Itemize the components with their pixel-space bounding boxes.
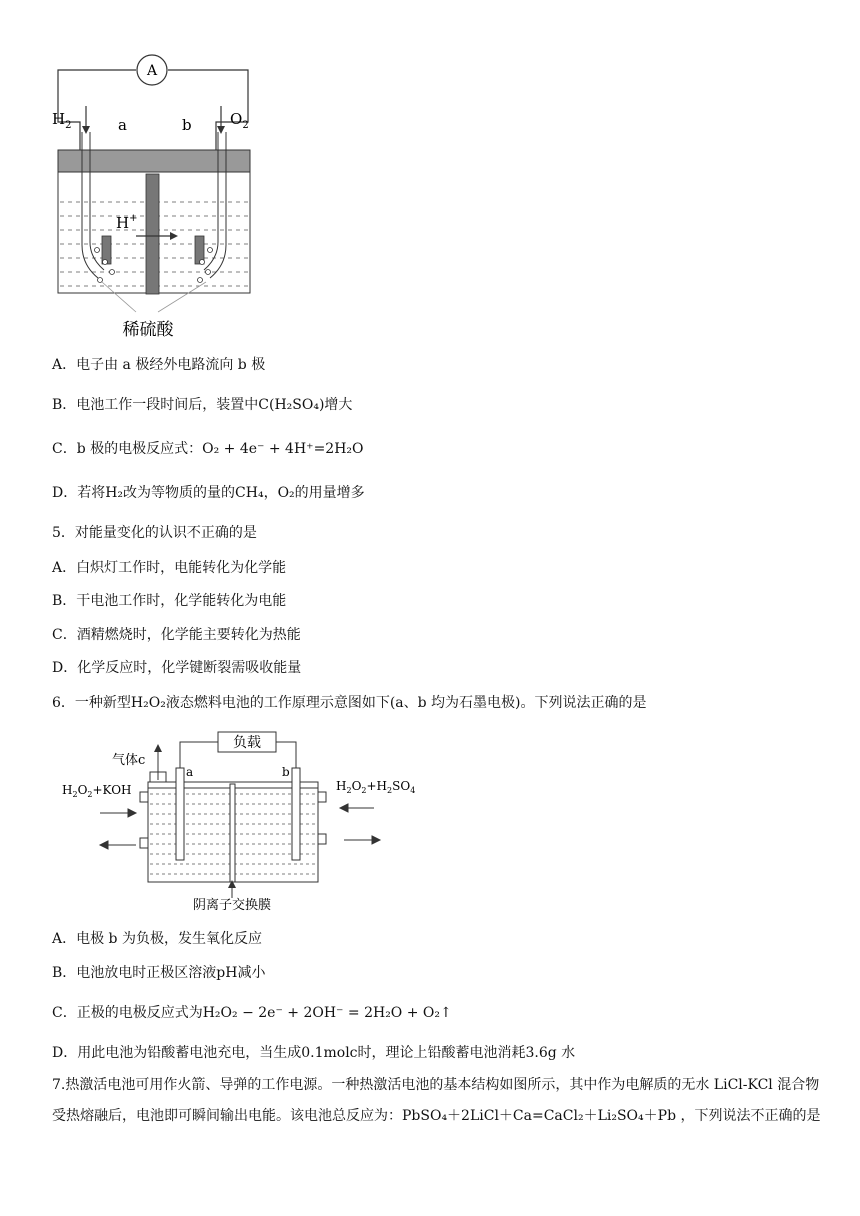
h2o2-cell-diagram <box>60 728 430 913</box>
h2-label: $H_2$ <box>52 110 72 131</box>
q5-option-a: A．白炽灯工作时，电能转化为化学能 <box>52 560 287 576</box>
electrode-a-label: a <box>186 765 194 779</box>
electrode-b <box>292 768 300 860</box>
q6-option-b: B．电池放电时正极区溶液pH减小 <box>52 965 266 981</box>
cell-lid <box>58 150 250 172</box>
o2-label: $O_2$ <box>230 110 249 131</box>
q6-option-d: D．用此电池为铅酸蓄电池充电，当生成0.1molc时，理论上铅酸蓄电池消耗3.6g 水 <box>52 1045 576 1061</box>
q5-option-b: B．干电池工作时，化学能转化为电能 <box>52 593 287 609</box>
load-label: 负载 <box>233 735 261 751</box>
electrode-b-label: b <box>182 116 192 134</box>
electrode-a <box>176 768 184 860</box>
left-feed-label: $H_2O_2+KOH$ <box>62 783 132 799</box>
right-feed-label: $H_2O_2+H_2SO_4$ <box>336 779 416 795</box>
q5-option-c: C．酒精燃烧时，化学能主要转化为热能 <box>52 627 301 643</box>
ion-label: H+ <box>116 213 138 232</box>
q4-option-c: C．b 极的电极反应式：O₂ + 4e⁻ + 4H⁺=2H₂O <box>52 441 364 457</box>
q4-option-b: B．电池工作一段时间后，装置中C(H₂SO₄)增大 <box>52 397 353 413</box>
q4-option-a: A．电子由 a 极经外电路流向 b 极 <box>52 357 266 373</box>
electrode-b-label: b <box>282 765 290 779</box>
q6-option-c: C．正极的电极反应式为H₂O₂ − 2e⁻ + 2OH⁻ = 2H₂O + O₂↑ <box>52 1005 452 1021</box>
q7-stem: 7.热激活电池可用作火箭、导弹的工作电源。一种热激活电池的基本结构如图所示，其中作为电解质的无水 LiCl-KCl 混合物受热熔融后，电池即可瞬间输出电能。该电池总反应为：PbSO₄＋2LiCl＋Ca=CaCl₂＋Li₂SO₄＋Pb ，下列说法不正确的是 <box>52 1077 821 1124</box>
q4-option-d: D．若将H₂改为等物质的量的CH₄，O₂的用量增多 <box>52 485 365 501</box>
q6-option-a: A．电极 b 为负极，发生氧化反应 <box>52 931 262 947</box>
gas-c-label: 气体c <box>112 753 146 768</box>
q5-option-d: D．化学反应时，化学键断裂需吸收能量 <box>52 660 302 676</box>
anion-exchange-membrane <box>230 784 235 882</box>
separator-membrane <box>146 174 159 294</box>
q5-stem: 5．对能量变化的认识不正确的是 <box>52 525 257 541</box>
ammeter-label: A <box>146 63 158 79</box>
membrane-label: 阴离子交换膜 <box>192 898 272 913</box>
q6-stem: 6．一种新型H₂O₂液态燃料电池的工作原理示意图如下(a、b 均为石墨电极)。下列说法正确的是 <box>52 695 647 711</box>
electrode-a-label: a <box>118 116 127 134</box>
electrolyte-label: 稀硫酸 <box>122 320 174 340</box>
fuel-cell-diagram <box>50 50 260 345</box>
